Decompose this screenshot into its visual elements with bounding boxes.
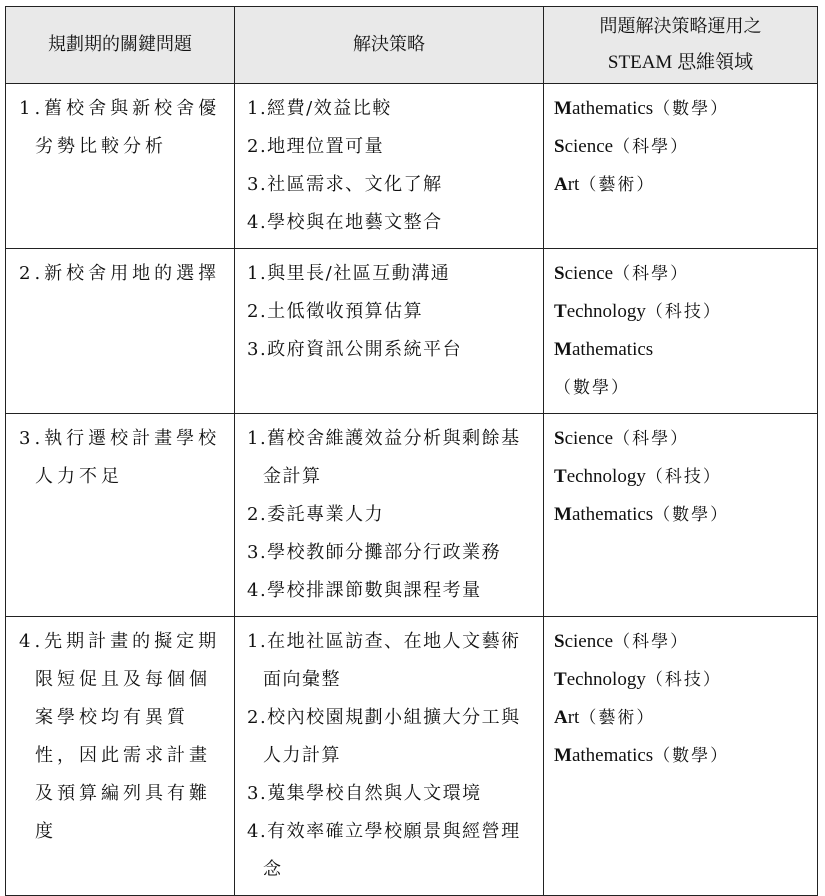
strategy-item: 3.政府資訊公開系統平台 <box>247 339 463 360</box>
domain-cell <box>544 414 818 617</box>
strategy-item: 3.社區需求、文化了解 <box>247 174 443 195</box>
problem-text: 4.先期計畫的擬定期限短促且及每個個案學校均有異質性，因此需求計畫及預算編列具有難度 <box>19 631 221 842</box>
domain-item: Science（科學） <box>554 631 690 652</box>
steam-strategy-table <box>5 6 818 896</box>
domain-item: Technology（科技） <box>554 301 722 322</box>
domain-item: Technology（科技） <box>554 466 722 487</box>
domain-cell <box>544 84 818 249</box>
strategy-item: 2.委託專業人力 <box>247 504 385 525</box>
domain-item: Art（藝術） <box>554 174 656 195</box>
header-steam-line1: 問題解決策略運用之 <box>599 16 762 37</box>
header-steam-domains <box>544 7 818 84</box>
domain-item: Mathematics（數學） <box>554 339 654 398</box>
problem-cell <box>6 414 235 617</box>
header-steam-line2: STEAM 思維領域 <box>607 52 754 73</box>
strategy-cell <box>235 414 544 617</box>
strategy-item: 3.學校教師分攤部分行政業務 <box>247 542 502 563</box>
domain-item: Technology（科技） <box>554 669 722 690</box>
table-row <box>6 249 818 414</box>
domain-item: Art（藝術） <box>554 707 656 728</box>
domain-item: Mathematics（數學） <box>554 504 730 525</box>
table-row <box>6 617 818 896</box>
domain-item: Mathematics（數學） <box>554 98 730 119</box>
domain-item: Science（科學） <box>554 136 690 157</box>
table-row <box>6 84 818 249</box>
strategy-item: 1.在地社區訪查、在地人文藝術面向彙整 <box>247 631 521 690</box>
domain-item: Science（科學） <box>554 263 690 284</box>
problem-cell <box>6 617 235 896</box>
problem-text: 2.新校舍用地的選擇 <box>19 263 221 284</box>
problem-cell <box>6 84 235 249</box>
domain-cell <box>544 617 818 896</box>
strategy-cell <box>235 617 544 896</box>
strategy-item: 2.土低徵收預算估算 <box>247 301 424 322</box>
strategy-item: 2.地理位置可量 <box>247 136 385 157</box>
header-strategies: 解決策略 <box>235 7 544 84</box>
strategy-cell <box>235 249 544 414</box>
domain-cell <box>544 249 818 414</box>
domain-item: Mathematics（數學） <box>554 745 730 766</box>
header-key-problems: 規劃期的關鍵問題 <box>6 7 235 84</box>
table-row <box>6 414 818 617</box>
strategy-item: 4.學校與在地藝文整合 <box>247 212 443 233</box>
problem-cell <box>6 249 235 414</box>
strategy-item: 1.舊校舍維護效益分析與剩餘基金計算 <box>247 428 521 487</box>
header-row <box>6 7 818 84</box>
strategy-item: 3.蒐集學校自然與人文環境 <box>247 783 482 804</box>
strategy-item: 4.學校排課節數與課程考量 <box>247 580 482 601</box>
problem-text: 1.舊校舍與新校舍優劣勢比較分析 <box>19 98 221 157</box>
domain-item: Science（科學） <box>554 428 690 449</box>
strategy-item: 1.經費/效益比較 <box>247 98 392 119</box>
strategy-item: 4.有效率確立學校願景與經營理念 <box>247 821 521 880</box>
strategy-item: 1.與里長/社區互動溝通 <box>247 263 451 284</box>
strategy-item: 2.校內校園規劃小組擴大分工與人力計算 <box>247 707 521 766</box>
problem-text: 3.執行遷校計畫學校人力不足 <box>19 428 221 487</box>
strategy-cell <box>235 84 544 249</box>
